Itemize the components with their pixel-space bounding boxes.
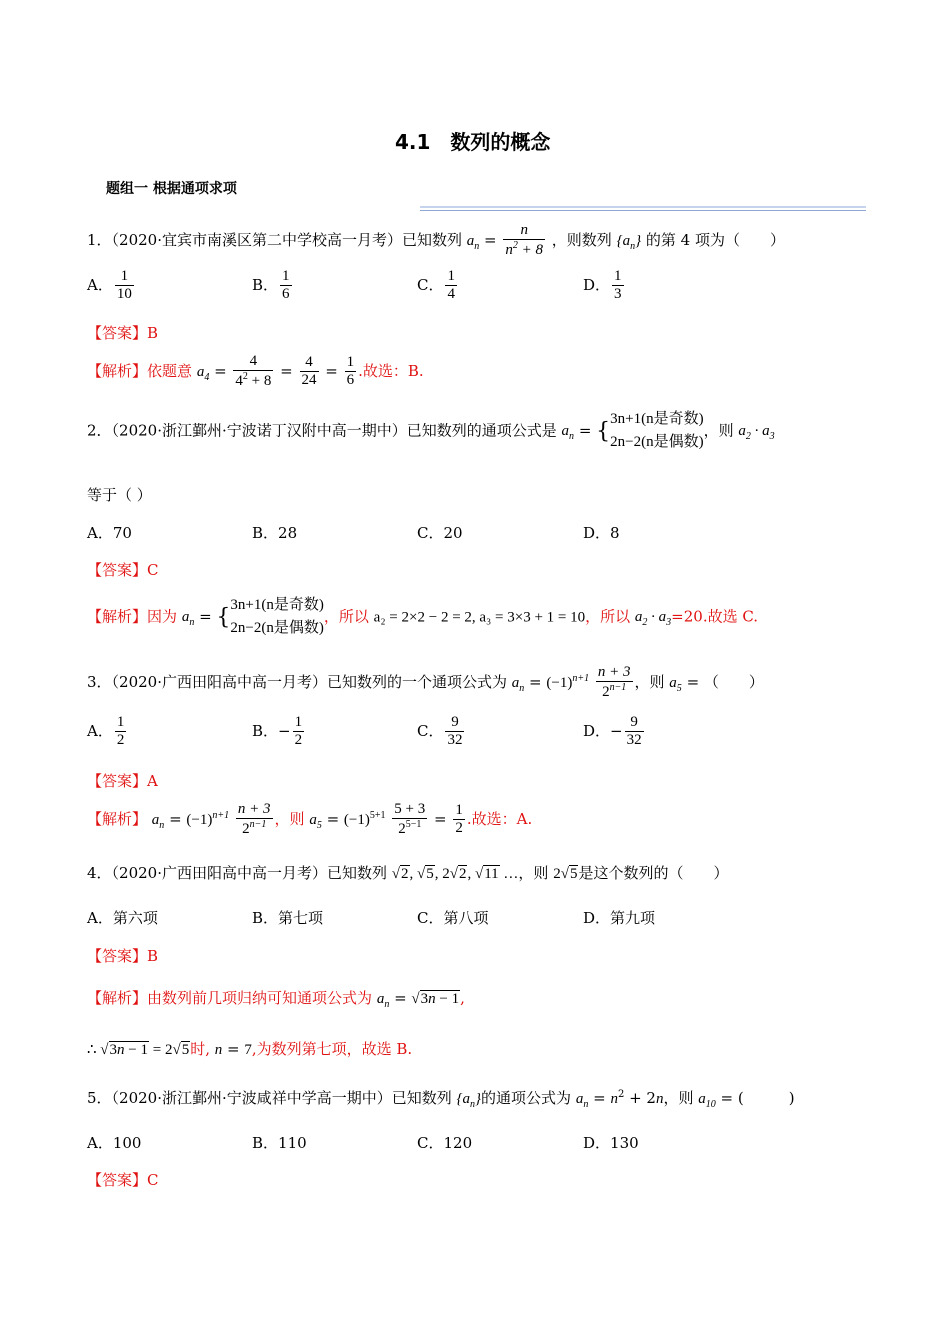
question-4-option-d[interactable]: D．第九项 <box>583 909 656 927</box>
question-2-analysis: 【解析】因为 $a_n$ = { 3n+1(n是奇数) 2n−2(n是偶数) ，所以 a₂ = 2×2 − 2 = 2, a₃ = 3×3 + 1 = 10，所以 $a_2 \cdot a_3=20$.故选 C. <box>87 597 759 637</box>
question-2-stem: 2．（2020·浙江鄞州·宁波诺丁汉附中高一期中）已知数列的通项公式是 $a_n$ = { 3n+1(n是奇数) 2n−2(n是偶数) ，则 $a_2 \cdot a_3$ <box>87 411 775 451</box>
question-4-answer: 【答案】B <box>87 947 159 965</box>
question-2-stem-line2: 等于（ ） <box>87 486 152 504</box>
question-3-answer: 【答案】A <box>87 772 158 790</box>
question-4-option-a[interactable]: A．第六项 <box>87 909 158 927</box>
question-4-analysis: 【解析】由数列前几项归纳可知通项公式为 $a_n = √3n - 1$, <box>87 989 465 1010</box>
question-2-answer: 【答案】C <box>87 561 159 579</box>
question-5-option-d[interactable]: D．130 <box>583 1134 639 1152</box>
question-4-option-b[interactable]: B．第七项 <box>252 909 324 927</box>
question-1-option-b[interactable]: B． $\frac{1}{6}$ <box>252 268 290 303</box>
question-2-option-b[interactable]: B．28 <box>252 524 298 542</box>
question-2-option-d[interactable]: D．8 <box>583 524 620 542</box>
question-2-option-c[interactable]: C．20 <box>417 524 463 542</box>
question-1-option-a[interactable]: A． $\frac{1}{10}$ <box>87 268 132 303</box>
question-3-option-b[interactable]: B．− $\frac{1}{2}$ <box>252 714 303 749</box>
section-divider-thin <box>420 210 866 211</box>
question-4-option-c[interactable]: C．第八项 <box>417 909 489 927</box>
question-5-stem: 5．（2020·浙江鄞州·宁波咸祥中学高一期中）已知数列 $\{a_n\}$的通项公式为 $a_n = n^2 + 2n$，则 $a_{10}$ = ( ) <box>87 1089 795 1110</box>
question-4-analysis-line2: ∴ √3n − 1 = 2√5时, n = 7,为数列第七项，故选 B. <box>87 1040 413 1058</box>
page-title: 4.1 数列的概念 <box>395 130 551 154</box>
question-5-option-a[interactable]: A．100 <box>87 1134 142 1152</box>
question-3-stem: 3．（2020·广西田阳高中高一月考）已知数列的一个通项公式为 $a_n = (-1)^{n+1}$ $\frac{n + 3}{2^{n-1}}$ ，则 $a_5$ = （ ） <box>87 664 764 701</box>
question-1-analysis: 【解析】依题意 $a_4$ = $\frac{4}{4^2 + 8}$ = $\frac{4}{24}$ = $\frac{1}{6}$ .故选：B. <box>87 353 424 390</box>
question-5-option-c[interactable]: C．120 <box>417 1134 473 1152</box>
section-heading: 题组一 根据通项求项 <box>106 181 237 197</box>
question-4-stem: 4．（2020·广西田阳高中高一月考）已知数列 √2, √5, 2√2, √11 …，则 2√5是这个数列的（ ） <box>87 864 729 882</box>
question-3-option-a[interactable]: A． $\frac{1}{2}$ <box>87 714 125 749</box>
question-2-option-a[interactable]: A．70 <box>87 524 132 542</box>
question-1-answer: 【答案】B <box>87 324 159 342</box>
question-3-option-d[interactable]: D．− $\frac{9}{32}$ <box>583 714 642 749</box>
question-5-answer: 【答案】C <box>87 1171 159 1189</box>
question-1-option-d[interactable]: D． $\frac{1}{3}$ <box>583 268 622 303</box>
question-3-analysis: 【解析】 $a_n = (-1)^{n+1}$ $\frac{n + 3}{2^{n-1}}$ ，则 $a_5 = (-1)^{5+1}$ $\frac{5 + 3}{2^{5-1}}$ = $\frac{1}{2}$ .故选：A. <box>87 801 533 838</box>
question-3-option-c[interactable]: C． $\frac{9}{32}$ <box>417 714 463 749</box>
section-divider <box>420 206 866 208</box>
question-1-option-c[interactable]: C． $\frac{1}{4}$ <box>417 268 455 303</box>
question-5-option-b[interactable]: B．110 <box>252 1134 307 1152</box>
question-1-stem: 1．（2020·宜宾市南溪区第二中学校高一月考）已知数列 $a_n$ = $\frac{n}{n^2 + 8}$ ，则数列 $\{a_n\}$ 的第 4 项为（ ） <box>87 222 785 259</box>
